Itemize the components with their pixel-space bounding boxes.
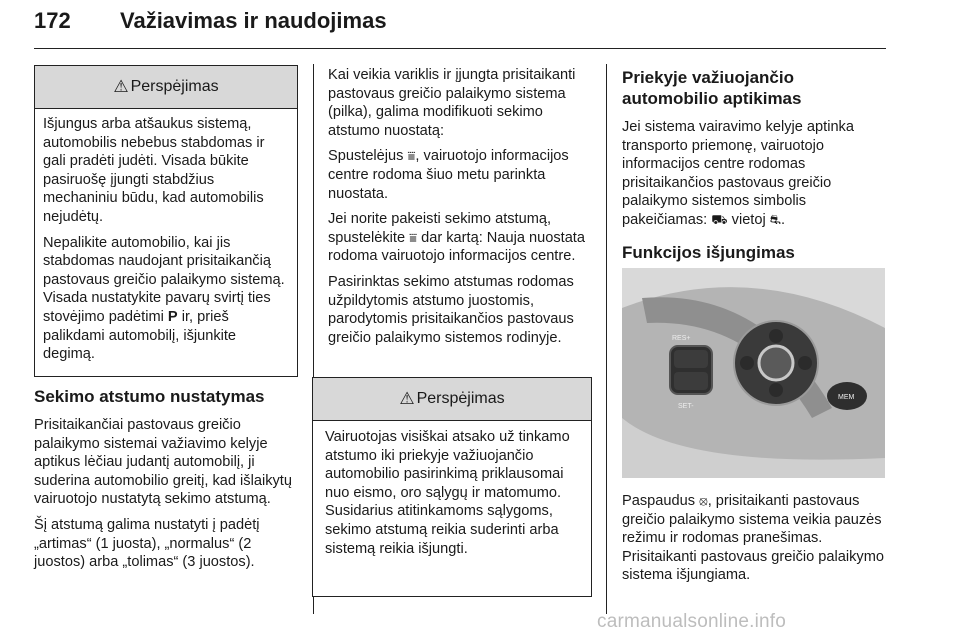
section-following-paragraph-2: Šį atstumą galima nustatyti į padėtį „artimas“ (1 juosta), „normalus“ (2 juostos) arba „tolimas“ (3 juostos).: [34, 516, 260, 571]
gap-button-icon: ⩸: [407, 148, 416, 164]
section-off-heading: Funkcijos išjungimas: [622, 242, 795, 262]
mem-label: MEM: [838, 394, 855, 401]
section-following-paragraph-1: Prisitaikančiai pastovaus greičio palaikymo sistemai važiavimo kelyje aptikus lėčiau judantį automobilį, ji suderina automobilio greitį, kad išlaikytų vairuotojo nustatytą sekimo atstumą.: [34, 417, 292, 508]
gap-button-icon: ⩸: [409, 229, 418, 245]
warning-box-2-header: [313, 378, 591, 421]
warning-1-paragraph-2-end: ir, prieš palikdami automobilį, išjunkite degimą.: [43, 308, 237, 363]
col2-paragraph-2: [328, 147, 593, 203]
section-detection-text-end: .: [781, 211, 786, 228]
section-detection-text-middle: vietoj: [731, 211, 766, 228]
cruise-symbol-icon: ⛐: [769, 211, 782, 227]
watermark: carmanualsonline.info: [597, 611, 787, 632]
column-2-text: [328, 66, 593, 354]
section-following-heading: Sekimo atstumo nustatymas: [34, 387, 265, 406]
col2-paragraph-2-start: Spustelėjus: [328, 148, 404, 165]
vehicle-ahead-icon: ⛟: [711, 211, 728, 227]
warning-triangle-icon: ⚠: [113, 77, 129, 96]
col2-paragraph-3: [328, 210, 593, 266]
res-plus-label: RES+: [672, 335, 691, 342]
page-number: 172: [34, 8, 71, 33]
column-divider-2: [606, 64, 607, 614]
warning-2-paragraph: Vairuotojas visiškai atsako už tinkamo atstumo iki priekyje važiuojančio automobilio pasirinkimą priklausomai nuo eismo, oro sąlygų ir matomumo. Susidarius atitinkamoms sąlygoms, sekimo atstumą reikia suderinti arba sistemą reikia išjungti.: [325, 429, 570, 557]
warning-box-1: [34, 65, 298, 377]
section-detection-text: Jei sistema vairavimo kelyje aptinka transporto priemonę, vairuotojo informacijos centre rodomas prisitaikančios pastovaus greičio palaikymo sistemos simbolis pakeičiamas:: [622, 119, 854, 228]
warning-1-paragraph-2-text: Nepalikite automobilio, kai jis stabdomas naudojant prisitaikančią pastovaus greičio palaikymo sistemą. Visada nustatykite pavarų svirtį ties stovėjimo padėtimi: [43, 234, 285, 325]
cruise-off-icon: ⦻: [699, 493, 708, 508]
section-detection-paragraph: [622, 118, 888, 230]
warning-triangle-icon: ⚠: [399, 389, 415, 408]
section-off-text: [622, 492, 888, 592]
warning-box-2-title: Perspėjimas: [416, 390, 505, 407]
warning-box-2: [312, 377, 592, 597]
warning-1-paragraph-1: Išjungus arba atšaukus sistemą, automobilis nebebus stabdomas ir gali pradėti judėti. Visada būkite pasiruošę įjungti stabdžius mechaniniu būdu, kad automobilis nejudėtų.: [43, 116, 265, 225]
page-title: Važiavimas ir naudojimas: [120, 8, 387, 33]
col2-paragraph-1: Kai veikia variklis ir įjungta prisitaikanti pastovaus greičio palaikymo sistema (pilka), galima modifikuoti sekimo atstumo nuostatą:: [328, 67, 576, 139]
section-off-text-start: Paspaudus: [622, 493, 696, 509]
section-off-paragraph: [622, 492, 888, 585]
section-off-text-end: , prisitaikanti pastovaus greičio palaikymo sistema veikia pauzės režimu ir rodomas pranešimas. Prisitaikanti pastovaus greičio palaikymo sistema išjungiama.: [622, 493, 884, 584]
steering-wheel-illustration: [622, 268, 885, 478]
steering-wheel-controls-image: [622, 268, 885, 478]
page-header: [34, 6, 886, 44]
header-rule: [34, 48, 886, 49]
warning-box-1-header: [35, 66, 297, 109]
col2-paragraph-3-end: dar kartą: Nauja nuostata rodoma vairuotojo informacijos centre.: [328, 229, 585, 265]
section-detection-heading: Priekyje važiuojančio automobilio aptikimas: [622, 68, 802, 108]
col2-paragraph-3-start: Jei norite pakeisti sekimo atstumą, spustelėkite: [328, 211, 552, 246]
col2-paragraph-4: Pasirinktas sekimo atstumas rodomas užpildytomis atstumo juostomis, parodytomis prisitaikančios pastovaus greičio palaikymo sistemos rodinyje.: [328, 273, 574, 346]
set-minus-label: SET-: [678, 403, 694, 410]
section-following-distance: [34, 386, 296, 579]
warning-1-paragraph-2: [43, 234, 289, 364]
col2-paragraph-2-end: , vairuotojo informacijos centre rodoma šiuo metu parinkta nuostata.: [328, 148, 569, 202]
section-vehicle-detection: [622, 67, 888, 263]
warning-box-1-title: Perspėjimas: [130, 78, 219, 95]
park-position-letter: P: [167, 308, 178, 325]
